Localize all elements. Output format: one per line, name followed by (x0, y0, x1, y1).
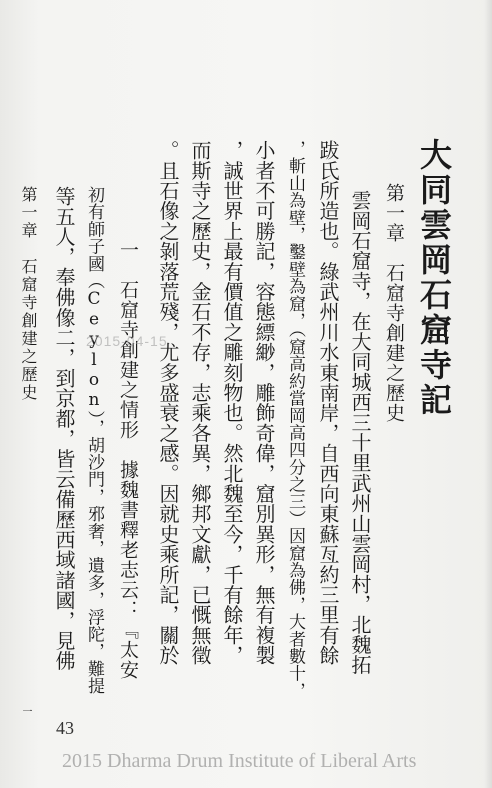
body-column: ，誠世界上最有價值之雕刻物也。然北魏至今，千有餘年， (220, 140, 244, 666)
body-column: 等五人，奉佛像二，到京都，皆云備歷西域諸國，見佛 (52, 186, 76, 671)
chapter-heading: 第一章 石窟寺創建之歷史 (383, 183, 405, 423)
body-column: 。且石像之剝落荒殘，尤多盛衰之感。因就史乘所記，關於 (156, 140, 180, 666)
copyright-watermark: 2015 Dharma Drum Institute of Liberal Arts (62, 750, 417, 772)
page-edge-shadow (484, 0, 492, 788)
running-head: 第一章 石窟寺創建之歷史 (19, 186, 38, 402)
running-page-marker: 一 (20, 706, 31, 716)
body-column: 小者不可勝記，容態縹緲，雕飾奇偉，窟別異形，無有複製 (252, 140, 276, 666)
book-title: 大同雲岡石窟寺記 (415, 138, 453, 418)
body-column: 跋氏所造也。綠武州川水東南岸，自西向東蘇亙約三里有餘 (316, 140, 340, 666)
body-column: 初有師子國（Ceylon），胡沙門，邪奢，遺多，浮陀，難提 (84, 186, 104, 695)
date-watermark: 2015-04-15 (86, 333, 168, 349)
body-column: 而斯寺之歷史，金石不存，志乘各異，鄉邦文獻，已慨無徵 (188, 140, 212, 666)
body-column: 雲岡石窟寺，在大同城西三十里武州山雲岡村，北魏拓 (348, 190, 372, 675)
body-column: ，斬山為壁，鑿壁為窟，（窟高約當岡高四分之三）因窟為佛，大者數十， (285, 140, 305, 700)
page-number: 43 (56, 718, 74, 738)
section-heading: 一 石窟寺創建之情形 據魏書釋老志云：『太安 (117, 240, 139, 680)
